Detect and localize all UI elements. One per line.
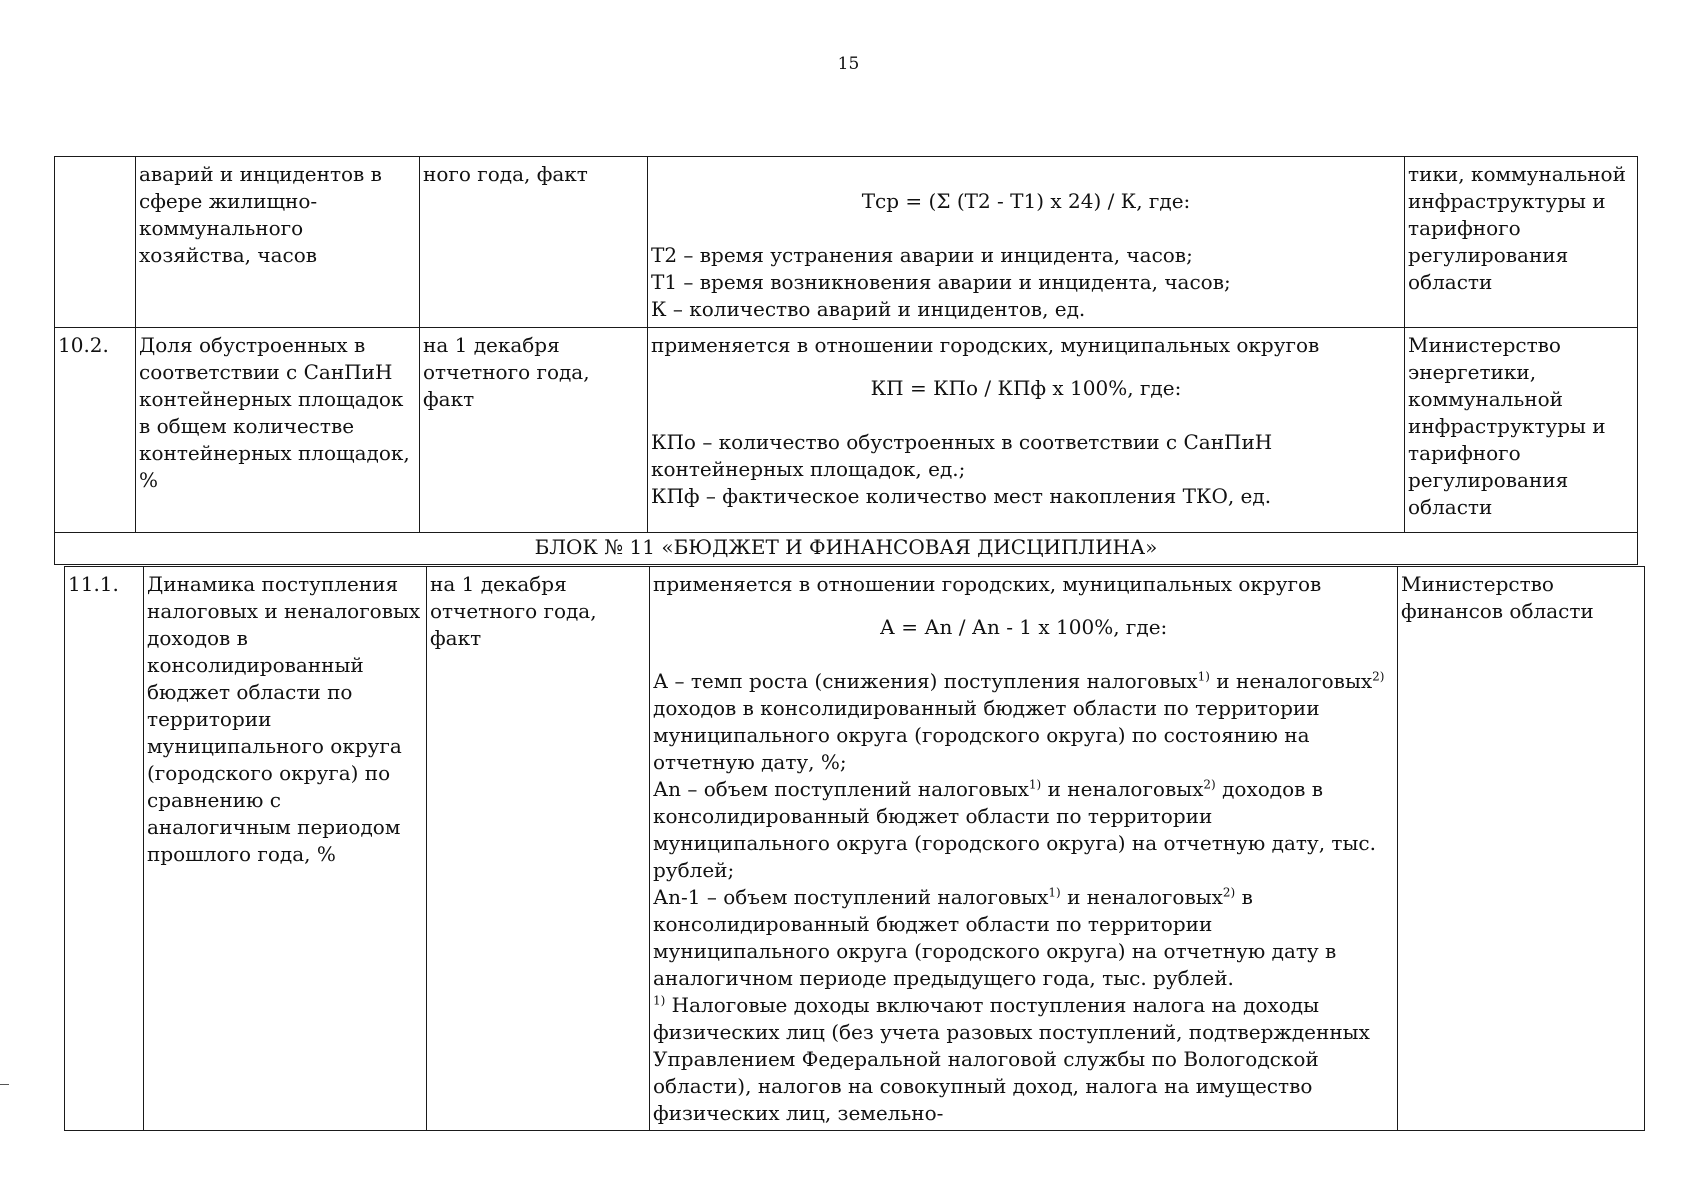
- indicator-name: Доля обустроенных в соответствии с СанПиН контейнерных площадок в общем количестве контейнерных площадок, %: [136, 328, 420, 533]
- definition-line: Т1 – время возникновения аварии и инцидента, часов;: [651, 270, 1231, 294]
- responsible-body: тики, коммунальной инфраструктуры и тарифного регулирования области: [1405, 157, 1638, 328]
- definition-text: и неналоговых: [1060, 885, 1223, 909]
- definition-line: К – количество аварий и инцидентов, ед.: [651, 297, 1086, 321]
- formula: А = Аn / Аn - 1 х 100%, где:: [879, 615, 1168, 639]
- footnote-ref: 1): [1048, 885, 1061, 900]
- row-number: 10.2.: [55, 328, 136, 533]
- footnote-ref: 1): [1028, 777, 1042, 792]
- footnote: [653, 992, 1394, 1127]
- footnote-ref: 2): [1222, 885, 1236, 900]
- table-row: [55, 157, 1638, 328]
- responsible-body: Министерство энергетики, коммунальной инфраструктуры и тарифного регулирования области: [1405, 328, 1638, 533]
- definition-a: [653, 668, 1394, 776]
- row-number: 11.1.: [65, 567, 144, 1131]
- definition-an: [653, 776, 1394, 884]
- date-basis: на 1 декабря отчетного года, факт: [427, 567, 650, 1131]
- footnote-ref: 1): [1197, 669, 1210, 684]
- date-basis: на 1 декабря отчетного года, факт: [420, 328, 648, 533]
- applicability-note: применяется в отношении городских, муниципальных округов: [651, 333, 1320, 357]
- definition-text: доходов в консолидированный бюджет области по территории муниципального округа (городского округа) на отчетную дату, тыс. рублей;: [653, 777, 1376, 882]
- indicators-table-top: [54, 156, 1638, 565]
- definition-text: А – темп роста (снижения) поступления налоговых: [653, 669, 1198, 693]
- row-number: [55, 157, 136, 328]
- calculation-method: [648, 157, 1405, 328]
- indicator-name: аварий и инцидентов в сфере жилищно-коммунального хозяйства, часов: [136, 157, 420, 328]
- definition-line: КПф – фактическое количество мест накопления ТКО, ед.: [651, 484, 1272, 508]
- table-row: [55, 328, 1638, 533]
- definition-an1: [653, 884, 1394, 992]
- applicability-note: применяется в отношении городских, муниципальных округов: [653, 572, 1322, 596]
- scan-edge-mark: [0, 1084, 9, 1085]
- definition-line: Т2 – время устранения аварии и инцидента, часов;: [651, 243, 1193, 267]
- definition-line: КПо – количество обустроенных в соответствии с СанПиН контейнерных площадок, ед.;: [651, 430, 1273, 481]
- indicator-name: Динамика поступления налоговых и неналоговых доходов в консолидированный бюджет области по территории муниципального округа (городского округа) по сравнению с аналогичным периодом прошлого года, %: [144, 567, 427, 1131]
- footnote-ref: 2): [1203, 777, 1216, 792]
- formula: КП = КПо / КПф х 100%, где:: [870, 376, 1182, 400]
- table-row: [65, 567, 1645, 1131]
- footnote-ref: 2): [1372, 669, 1385, 684]
- definition-text: и неналоговых: [1041, 777, 1204, 801]
- definition-text: Аn – объем поступлений налоговых: [653, 777, 1029, 801]
- footnote-marker: 1): [653, 993, 666, 1008]
- block-header-row: [55, 533, 1638, 565]
- formula: Тср = (Σ (Т2 - Т1) х 24) / К, где:: [861, 189, 1191, 213]
- definition-text: доходов в консолидированный бюджет области по территории муниципального округа (городского округа) по состоянию на отчетную дату, %;: [653, 696, 1320, 774]
- indicators-table-bottom: [64, 566, 1645, 1131]
- definition-text: и неналоговых: [1209, 669, 1373, 693]
- responsible-body: Министерство финансов области: [1398, 567, 1645, 1131]
- calculation-method: [650, 567, 1398, 1131]
- block-header: БЛОК № 11 «БЮДЖЕТ И ФИНАНСОВАЯ ДИСЦИПЛИНА»: [55, 533, 1638, 565]
- definition-text: в консолидированный бюджет области по территории муниципального округа (городского округа) на отчетную дату в аналогичном периоде предыдущего года, тыс. рублей.: [653, 885, 1337, 990]
- date-basis: ного года, факт: [420, 157, 648, 328]
- page-number: 15: [837, 54, 860, 74]
- definition-text: Аn-1 – объем поступлений налоговых: [653, 885, 1049, 909]
- footnote-text: Налоговые доходы включают поступления налога на доходы физических лиц (без учета разовых поступлений, подтвержденных Управлением Федеральной налоговой службы по Вологодской области), налогов на совокупный доход, налога на имущество физических лиц, земельно-: [653, 993, 1370, 1125]
- calculation-method: [648, 328, 1405, 533]
